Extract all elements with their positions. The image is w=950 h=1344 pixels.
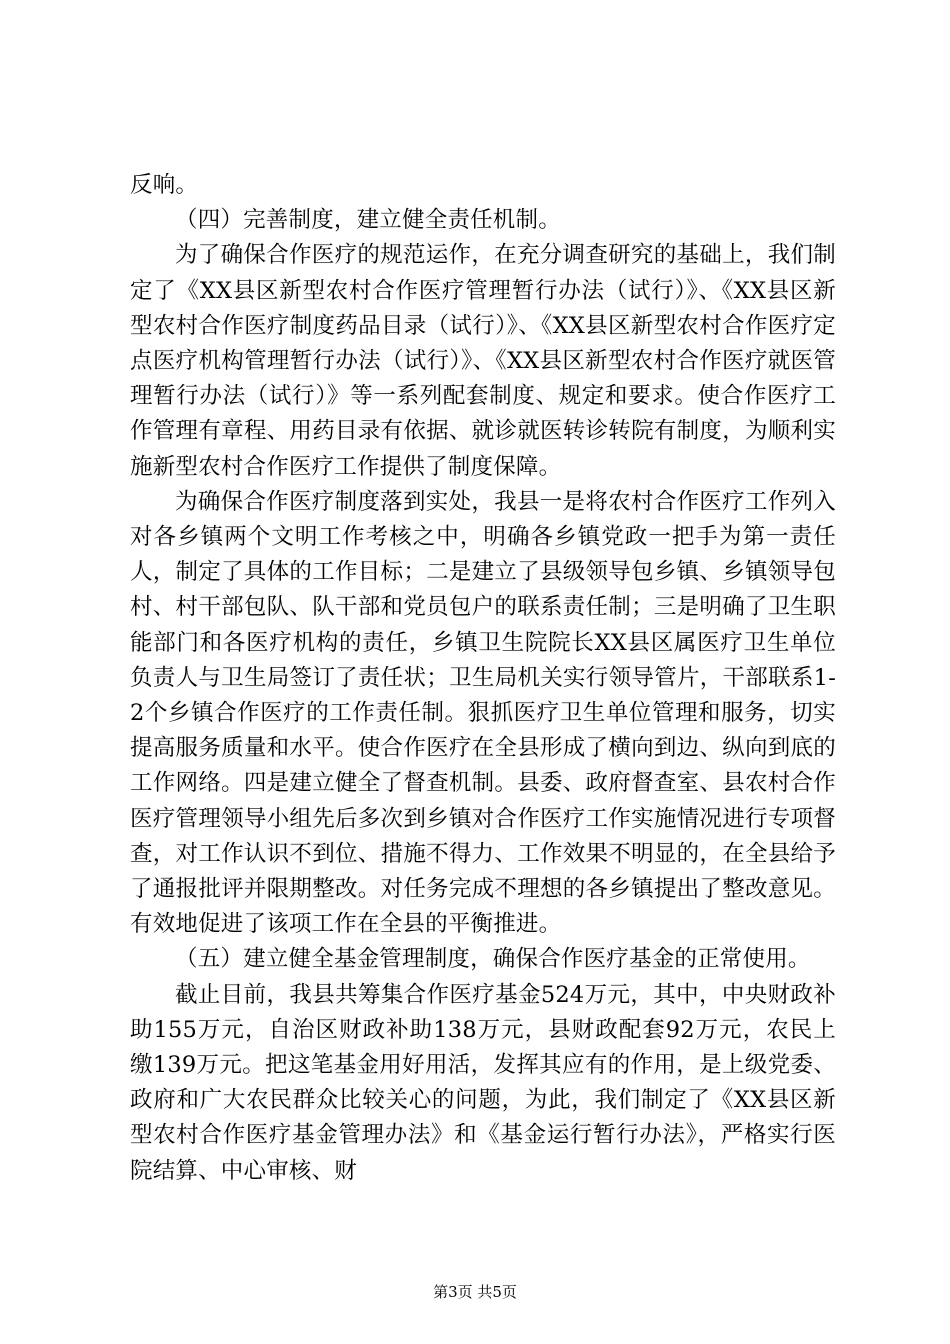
page-number-footer: 第3页 共5页 bbox=[433, 1283, 517, 1301]
paragraph-fund: 截止目前，我县共筹集合作医疗基金524万元，其中，中央财政补助155万元，自治区财政补助138万元，县财政配套92万元，农民上缴139万元。把这笔基金用好用活，发挥其应有的作用，是上级党委、政府和广大农民群众比较关心的问题，为此，我们制定了《XX县区新型农村合作医疗基金管理办法》和《基金运行暂行办法》，严格实行医院结算、中心审核、财 bbox=[130, 981, 836, 1184]
section-heading-5: （五）建立健全基金管理制度，确保合作医疗基金的正常使用。 bbox=[175, 946, 811, 973]
document-body bbox=[130, 168, 836, 1189]
paragraph-responsibility: 为确保合作医疗制度落到实处，我县一是将农村合作医疗工作列入对各乡镇两个文明工作考核之中，明确各乡镇党政一把手为第一责任人，制定了具体的工作目标；二是建立了县级领导包乡镇、乡镇领导包村、村干部包队、队干部和党员包户的联系责任制；三是明确了卫生职能部门和各医疗机构的责任，乡镇卫生院院长XX县区属医疗卫生单位负责人与卫生局签订了责任状；卫生局机关实行领导管片，干部联系1-2个乡镇合作医疗的工作责任制。狠抓医疗卫生单位管理和服务，切实提高服务质量和水平。使合作医疗在全县形成了横向到边、纵向到底的工作网络。四是建立健全了督查机制。县委、政府督查室、县农村合作医疗管理领导小组先后多次到乡镇对合作医疗工作实施情况进行专项督查，对工作认识不到位、措施不得力、工作效果不明显的，在全县给予了通报批评并限期整改。对任务完成不理想的各乡镇提出了整改意见。有效地促进了该项工作在全县的平衡推进。 bbox=[130, 488, 836, 938]
paragraph-continuation: 反响。 bbox=[130, 172, 199, 198]
section-heading-4: （四）完善制度，建立健全责任机制。 bbox=[175, 207, 561, 234]
paragraph-regulations: 为了确保合作医疗的规范运作，在充分调查研究的基础上，我们制定了《XX县区新型农村合作医疗管理暂行办法（试行）》、《XX县区新型农村合作医疗制度药品目录（试行）》、《XX县区新型农村合作医疗定点医疗机构管理暂行办法（试行）》、《XX县区新型农村合作医疗就医管理暂行办法（试行）》等一系列配套制度、规定和要求。使合作医疗工作管理有章程、用药目录有依据、就诊就医转诊转院有制度，为顺利实施新型农村合作医疗工作提供了制度保障。 bbox=[130, 242, 836, 480]
